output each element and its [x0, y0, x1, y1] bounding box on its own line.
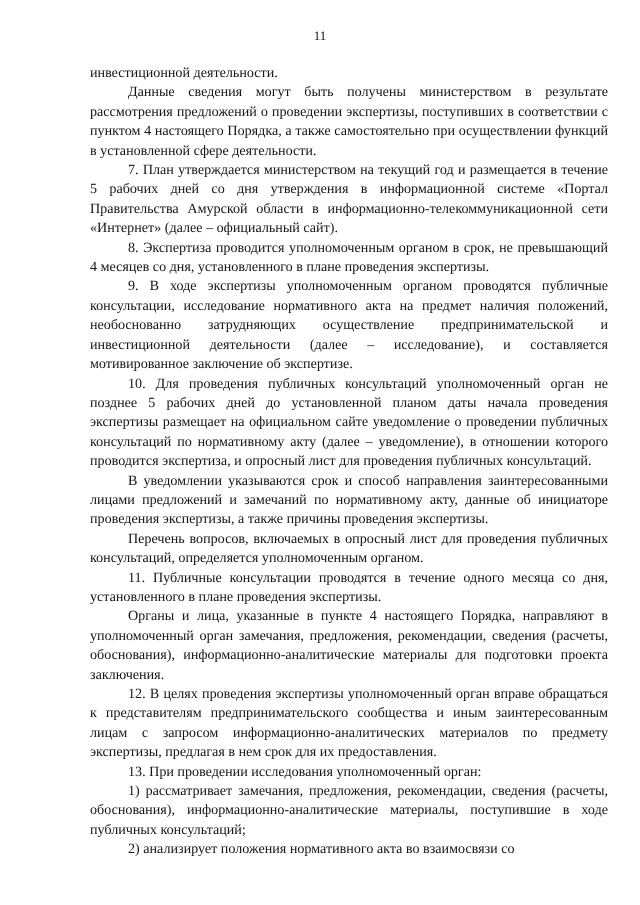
paragraph: Органы и лица, указанные в пункте 4 настоящего Порядка, направляют в уполномоченный орган замечания, предложения, рекомендации, сведения (расчеты, обоснования), информационно-аналитические материалы для подготовки проекта заключения. [90, 608, 608, 683]
paragraph: 9. В ходе экспертизы уполномоченным органом проводятся публичные консультации, исследование нормативного акта на предмет наличия положений, необоснованно затрудняющих осуществление предпринимательской и инвестиционной деятельности (далее – исследование), и составляется мотивированное заключение об экспертизе. [90, 278, 608, 373]
paragraph: 11. Публичные консультации проводятся в течение одного месяца со дня, установленного в плане проведения экспертизы. [90, 569, 608, 605]
paragraph: 13. При проведении исследования уполномоченный орган: [128, 763, 482, 780]
paragraph: 1) рассматривает замечания, предложения, рекомендации, сведения (расчеты, обоснования), информационно-аналитические материалы, поступившие в ходе публичных консультаций; [90, 783, 608, 838]
document-body [90, 64, 608, 860]
paragraph: 7. План утверждается министерством на текущий год и размещается в течение 5 рабочих дней со дня утверждения в информационной системе «Портал Правительства Амурской области в информационно-телекоммуникационной сети «Интернет» (далее – официальный сайт). [90, 162, 608, 237]
paragraph: инвестиционной деятельности. [90, 65, 278, 81]
paragraph: 12. В целях проведения экспертизы уполномоченный орган вправе обращаться к представителям предпринимательского сообщества и иным заинтересованным лицам с запросом информационно-аналитических материалов по предмету экспертизы, предлагая в нем срок для их предоставления. [90, 686, 608, 761]
paragraph: В уведомлении указываются срок и способ направления заинтересованными лицами предложений и замечаний по нормативному акту, данные об инициаторе проведения экспертизы, а также причины проведения экспертизы. [90, 472, 608, 528]
paragraph: Данные сведения могут быть получены министерством в результате рассмотрения предложений о проведении экспертизы, поступивших в соответствии с пунктом 4 настоящего Порядка, а также самостоятельно при осуществлении функций в установленной сфере деятельности. [90, 84, 608, 159]
paragraph: 2) анализирует положения нормативного акта во взаимосвязи со [128, 841, 515, 858]
paragraph: Перечень вопросов, включаемых в опросный лист для проведения публичных консультаций, определяется уполномоченным органом. [90, 530, 608, 567]
page-number: 11 [313, 28, 327, 43]
paragraph: 8. Экспертиза проводится уполномоченным органом в срок, не превышающий 4 месяцев со дня, установленного в плане проведения экспертизы. [90, 239, 608, 276]
paragraph: 10. Для проведения публичных консультаций уполномоченный орган не позднее 5 рабочих дней до установленной планом даты начала проведения экспертизы размещает на официальном сайте уведомление о проведении публичных консультаций по нормативному акту (далее – уведомление), в отношении которого проводится экспертиза, и опросный лист для проведения публичных консультаций. [90, 375, 608, 470]
